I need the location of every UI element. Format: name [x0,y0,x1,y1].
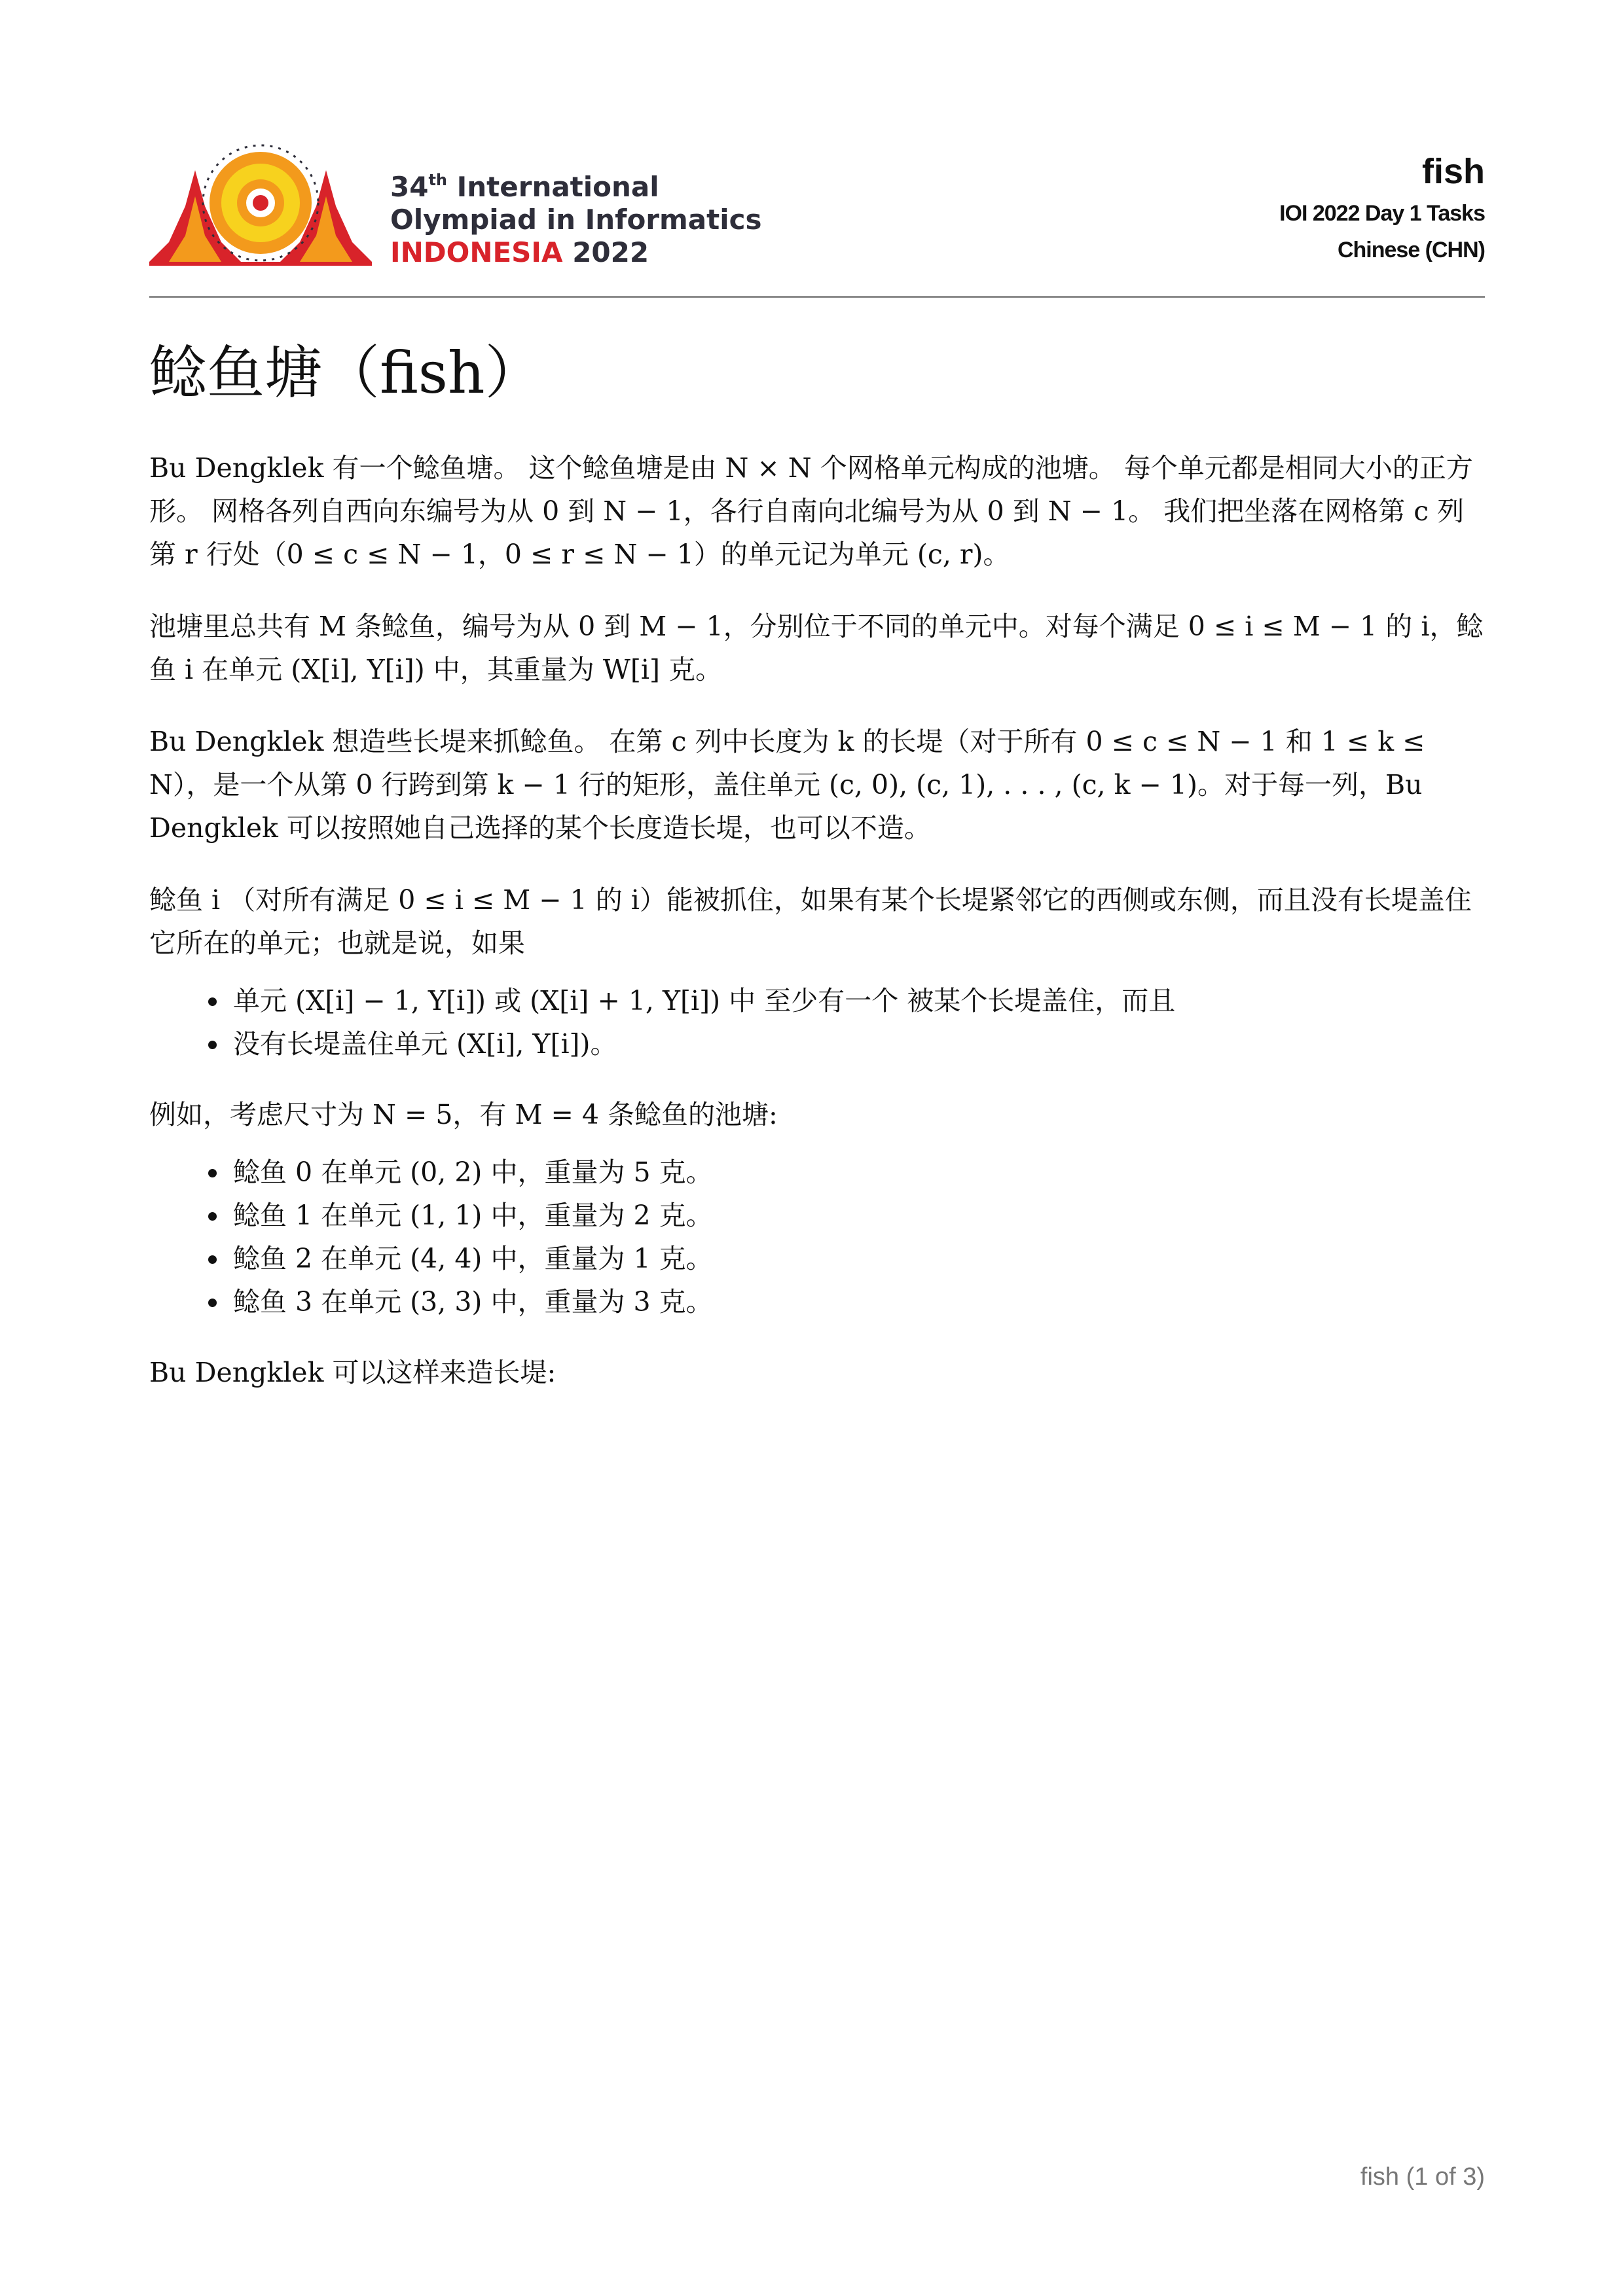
page-title: 鲶鱼塘（fish） [149,339,543,406]
ioi-logo-icon [149,144,372,281]
page-header [149,131,1485,298]
language-label: Chinese (CHN) [1337,238,1485,262]
list-item: • 鲶鱼 1 在单元 (1, 1) 中，重量为 2 克。 [229,1194,1485,1237]
paragraph-piers: Bu Dengklek 想造些长堤来抓鲶鱼。 在第 c 列中长度为 k 的长堤（对于所有 0 ≤ c ≤ N − 1 和 1 ≤ k ≤ N），是一个从第 0 行跨到第 k − 1 行的矩形，盖住单元 (c, 0), (c, 1), . . . , (c, k − 1)。对于每一列，Bu Dengklek 可以按照她自己选择的某个长度造长堤，也可以不造。 [149,726,1425,844]
paragraph-build-piers: Bu Dengklek 可以这样来造长堤: [149,1357,556,1388]
paragraph-catfish: 池塘里总共有 M 条鲶鱼，编号为从 0 到 M − 1，分别位于不同的单元中。对每个满足 0 ≤ i ≤ M − 1 的 i，鲶鱼 i 在单元 (X[i], Y[i]) 中，其重量为 W[i] 克。 [149,611,1484,685]
ioi-logo-text [390,164,762,269]
logo-line-1: 34th International [390,171,659,203]
logo-line-2: Olympiad in Informatics [390,204,762,236]
page-footer: fish (1 of 3) [1360,2163,1485,2191]
paragraph-example: 例如，考虑尺寸为 N = 5，有 M = 4 条鲶鱼的池塘: [149,1099,778,1130]
task-info [1279,148,1485,268]
catch-conditions-list [149,979,1485,1066]
list-item: • 鲶鱼 2 在单元 (4, 4) 中，重量为 1 克。 [229,1237,1485,1280]
list-item: • 鲶鱼 3 在单元 (3, 3) 中，重量为 3 克。 [229,1280,1485,1323]
logo-line-3: INDONESIA 2022 [390,236,649,268]
statement-body [149,334,1485,1423]
list-item: • 没有长堤盖住单元 (X[i], Y[i])。 [229,1022,1485,1066]
paragraph-catch-rule: 鲶鱼 i （对所有满足 0 ≤ i ≤ M − 1 的 i）能被抓住，如果有某个长堤紧邻它的西侧或东侧，而且没有长堤盖住它所在的单元；也就是说，如果 [149,884,1472,959]
task-name: fish [1421,152,1485,191]
example-fish-list [149,1151,1485,1323]
list-item: • 单元 (X[i] − 1, Y[i]) 或 (X[i] + 1, Y[i]) 中 至少有一个 被某个长堤盖住，而且 [229,979,1485,1022]
paragraph-pond: Bu Dengklek 有一个鲶鱼塘。 这个鲶鱼塘是由 N × N 个网格单元构成的池塘。 每个单元都是相同大小的正方形。 网格各列自西向东编号为从 0 到 N − 1，各行自南向北编号为从 0 到 N − 1。 我们把坐落在网格第 c 列第 r 行处（0 ≤ c ≤ N − 1，0 ≤ r ≤ N − 1）的单元记为单元 (c, r)。 [149,452,1473,570]
list-item: • 鲶鱼 0 在单元 (0, 2) 中，重量为 5 克。 [229,1151,1485,1194]
contest-name: IOI 2022 Day 1 Tasks [1279,201,1485,226]
